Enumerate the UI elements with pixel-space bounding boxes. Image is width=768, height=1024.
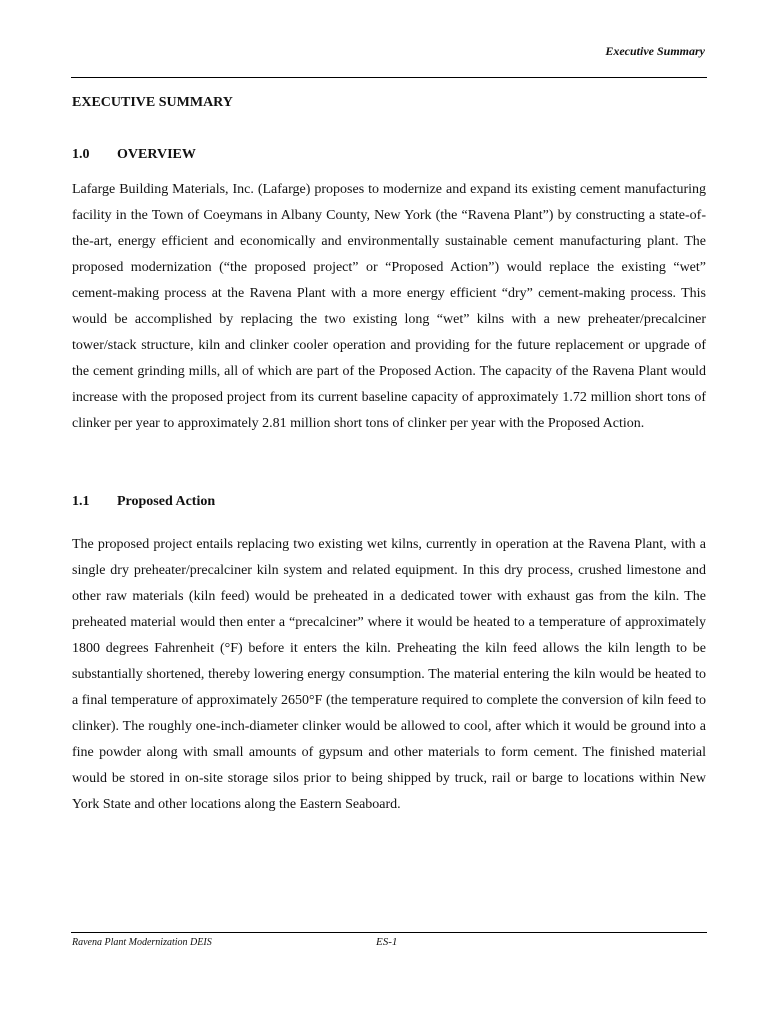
footer-document-name: Ravena Plant Modernization DEIS bbox=[72, 937, 212, 948]
section-heading-proposed-action bbox=[72, 494, 215, 510]
section-heading-overview bbox=[72, 147, 196, 163]
header-rule bbox=[71, 77, 707, 78]
document-title: EXECUTIVE SUMMARY bbox=[72, 95, 233, 110]
proposed-action-paragraph: The proposed project entails replacing two existing wet kilns, currently in operation at the Ravena Plant, with a single dry preheater/precalciner kiln system and related equipment. In this dry process, crushed limestone and other raw materials (kiln feed) would be preheated in a dedicated tower with exhaust gas from the kiln. The preheated material would then enter a “precalciner” where it would be heated to a temperature of approximately 1800 degrees Fahrenheit (°F) before it enters the kiln. Preheating the kiln feed allows the kiln length to be substantially shortened, thereby lowering energy consumption. The material entering the kiln would be heated to a final temperature of approximately 2650°F (the temperature required to complete the conversion of kiln feed to clinker). The roughly one-inch-diameter clinker would be allowed to cool, after which it would be ground into a fine powder along with small amounts of gypsum and other materials to form cement. The finished material would be stored in on-site storage silos prior to being shipped by truck, rail or barge to locations within New York State and other locations along the Eastern Seaboard. bbox=[72, 537, 706, 812]
section-number: 1.0 bbox=[72, 147, 90, 162]
footer-rule bbox=[71, 932, 707, 933]
section-title: Proposed Action bbox=[117, 494, 216, 509]
section-title: OVERVIEW bbox=[117, 147, 196, 162]
footer-page-number: ES-1 bbox=[376, 936, 398, 948]
section-number: 1.1 bbox=[72, 494, 90, 509]
overview-paragraph: Lafarge Building Materials, Inc. (Lafarge) proposes to modernize and expand its existing cement manufacturing facility in the Town of Coeymans in Albany County, New York (the “Ravena Plant”) by constructing a state-of-the-art, energy efficient and economically and environmentally sustainable cement manufacturing plant. The proposed modernization (“the proposed project” or “Proposed Action”) would replace the existing “wet” cement-making process at the Ravena Plant with a more energy efficient “dry” cement-making process. This would be accomplished by replacing the two existing long “wet” kilns with a new preheater/precalciner tower/stack structure, kiln and clinker cooler operation and providing for the future replacement or upgrade of the cement grinding mills, all of which are part of the Proposed Action. The capacity of the Ravena Plant would increase with the proposed project from its current baseline capacity of approximately 1.72 million short tons of clinker per year to approximately 2.81 million short tons of clinker per year with the Proposed Action. bbox=[72, 182, 706, 431]
running-header: Executive Summary bbox=[605, 44, 705, 58]
